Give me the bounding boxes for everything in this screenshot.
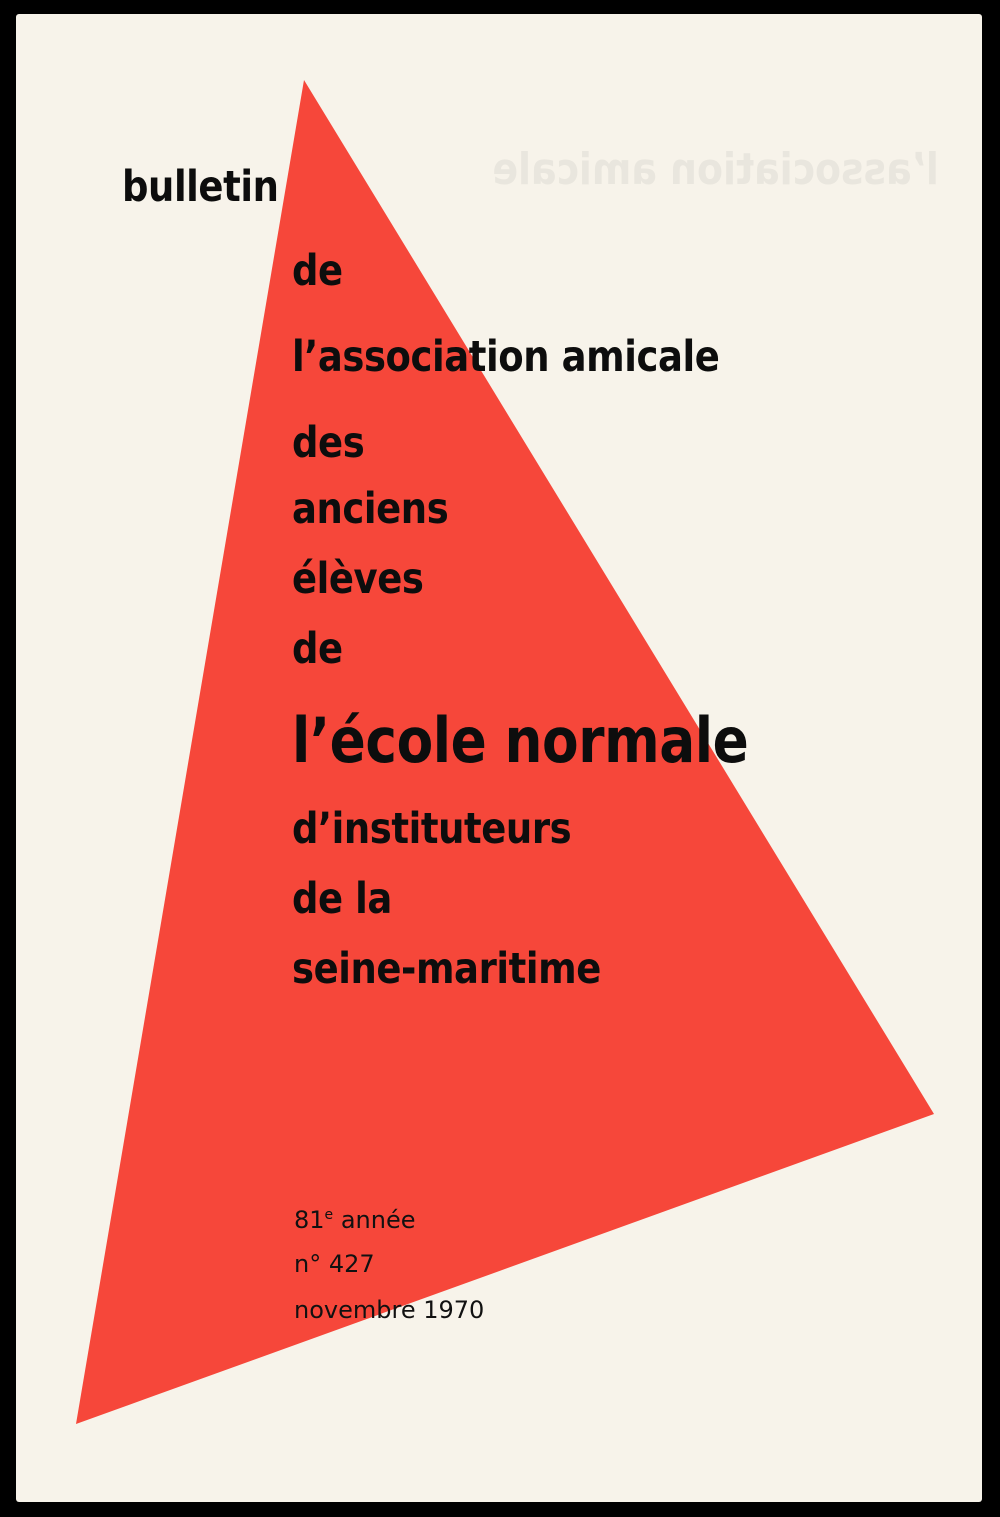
title-instituteurs: d’instituteurs xyxy=(292,804,572,854)
title-eleves: élèves xyxy=(292,554,424,604)
issue-year-suffix: e xyxy=(324,1207,334,1223)
title-de-la: de la xyxy=(292,874,392,924)
title-de-1: de xyxy=(292,246,343,296)
title-bulletin: bulletin xyxy=(122,162,279,212)
issue-year-word: année xyxy=(340,1206,416,1234)
booklet-cover xyxy=(16,14,982,1502)
issue-number-value: 427 xyxy=(328,1250,375,1278)
issue-number-prefix: n° xyxy=(294,1250,322,1278)
show-through-text: l’association amicale xyxy=(492,144,939,195)
title-de-2: de xyxy=(292,624,343,674)
issue-year-number: 81 xyxy=(294,1206,325,1234)
title-association-amicale: l’association amicale xyxy=(292,332,720,382)
title-anciens: anciens xyxy=(292,484,449,534)
title-des: des xyxy=(292,418,365,468)
title-seine-maritime: seine-maritime xyxy=(292,944,601,994)
issue-number xyxy=(294,1250,375,1278)
issue-date: novembre 1970 xyxy=(294,1296,485,1324)
issue-year xyxy=(294,1206,415,1234)
title-ecole-normale: l’école normale xyxy=(292,704,749,777)
